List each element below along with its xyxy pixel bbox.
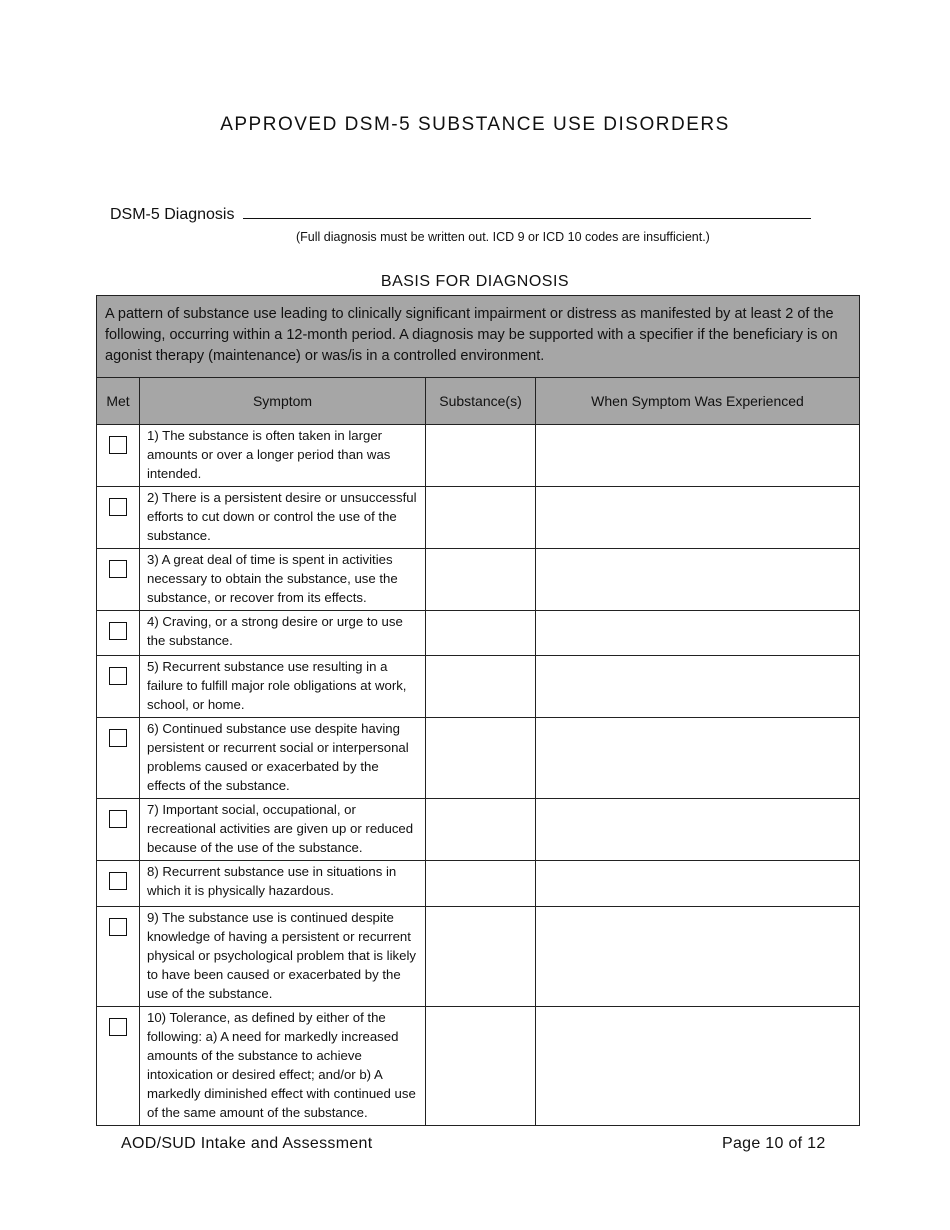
symptom-text: 8) Recurrent substance use in situations in which it is physically hazardous. (140, 861, 426, 907)
when-experienced-cell[interactable] (536, 718, 860, 799)
column-header-met: Met (97, 378, 140, 425)
met-checkbox[interactable] (109, 560, 127, 578)
criteria-intro: A pattern of substance use leading to clinically significant impairment or distress as manifested by at least 2 of the following, occurring within a 12-month period. A diagnosis may be supported with a specifier if the beneficiary is on agonist therapy (maintenance) or was/is in a controlled environment. (97, 296, 860, 378)
column-header-substances: Substance(s) (426, 378, 536, 425)
table-row (97, 861, 860, 907)
symptom-text: 2) There is a persistent desire or unsuccessful efforts to cut down or control the use of the substance. (140, 487, 426, 549)
substances-cell[interactable] (426, 611, 536, 656)
diagnosis-field (110, 206, 810, 224)
diagnosis-label: DSM-5 Diagnosis (110, 206, 235, 223)
table-row (97, 487, 860, 549)
substances-cell[interactable] (426, 718, 536, 799)
substances-cell[interactable] (426, 656, 536, 718)
when-experienced-cell[interactable] (536, 1007, 860, 1126)
symptom-text: 1) The substance is often taken in larger amounts or over a longer period than was intended. (140, 425, 426, 487)
table-row (97, 611, 860, 656)
basis-heading: BASIS FOR DIAGNOSIS (380, 273, 570, 290)
substances-cell[interactable] (426, 1007, 536, 1126)
column-header-symptom: Symptom (140, 378, 426, 425)
footer-page-number: Page 10 of 12 (722, 1135, 826, 1152)
met-checkbox[interactable] (109, 918, 127, 936)
met-checkbox[interactable] (109, 667, 127, 685)
footer-document-name: AOD/SUD Intake and Assessment (121, 1135, 373, 1152)
when-experienced-cell[interactable] (536, 549, 860, 611)
when-experienced-cell[interactable] (536, 487, 860, 549)
met-checkbox[interactable] (109, 436, 127, 454)
diagnosis-note: (Full diagnosis must be written out. ICD 9 or ICD 10 codes are insufficient.) (296, 230, 710, 244)
table-row (97, 1007, 860, 1126)
symptom-text: 4) Craving, or a strong desire or urge to use the substance. (140, 611, 426, 656)
diagnosis-input-line[interactable] (243, 208, 811, 219)
symptom-text: 9) The substance use is continued despite knowledge of having a persistent or recurrent physical or psychological problem that is likely to have been caused or exacerbated by the use of the substance. (140, 907, 426, 1007)
when-experienced-cell[interactable] (536, 611, 860, 656)
met-checkbox[interactable] (109, 622, 127, 640)
symptom-text: 10) Tolerance, as defined by either of the following: a) A need for markedly increased amounts of the substance to achieve intoxication or desired effect; and/or b) A markedly diminished effect with continued use of the same amount of the substance. (140, 1007, 426, 1126)
table-row (97, 799, 860, 861)
table-row (97, 425, 860, 487)
when-experienced-cell[interactable] (536, 799, 860, 861)
met-checkbox[interactable] (109, 498, 127, 516)
met-checkbox[interactable] (109, 1018, 127, 1036)
met-checkbox[interactable] (109, 729, 127, 747)
when-experienced-cell[interactable] (536, 656, 860, 718)
substances-cell[interactable] (426, 861, 536, 907)
when-experienced-cell[interactable] (536, 425, 860, 487)
table-row (97, 549, 860, 611)
symptom-text: 3) A great deal of time is spent in activities necessary to obtain the substance, use the substance, or recover from its effects. (140, 549, 426, 611)
page-title: APPROVED DSM-5 SUBSTANCE USE DISORDERS (220, 114, 730, 135)
table-row (97, 656, 860, 718)
met-checkbox[interactable] (109, 872, 127, 890)
substances-cell[interactable] (426, 487, 536, 549)
column-header-when: When Symptom Was Experienced (536, 378, 860, 425)
substances-cell[interactable] (426, 799, 536, 861)
substances-cell[interactable] (426, 907, 536, 1007)
symptom-text: 6) Continued substance use despite having persistent or recurrent social or interpersonal problems caused or exacerbated by the effects of the substance. (140, 718, 426, 799)
table-row (97, 718, 860, 799)
symptom-table (96, 295, 860, 1126)
symptom-text: 7) Important social, occupational, or recreational activities are given up or reduced because of the use of the substance. (140, 799, 426, 861)
substances-cell[interactable] (426, 549, 536, 611)
substances-cell[interactable] (426, 425, 536, 487)
table-row (97, 907, 860, 1007)
symptom-text: 5) Recurrent substance use resulting in a failure to fulfill major role obligations at work, school, or home. (140, 656, 426, 718)
met-checkbox[interactable] (109, 810, 127, 828)
when-experienced-cell[interactable] (536, 861, 860, 907)
when-experienced-cell[interactable] (536, 907, 860, 1007)
